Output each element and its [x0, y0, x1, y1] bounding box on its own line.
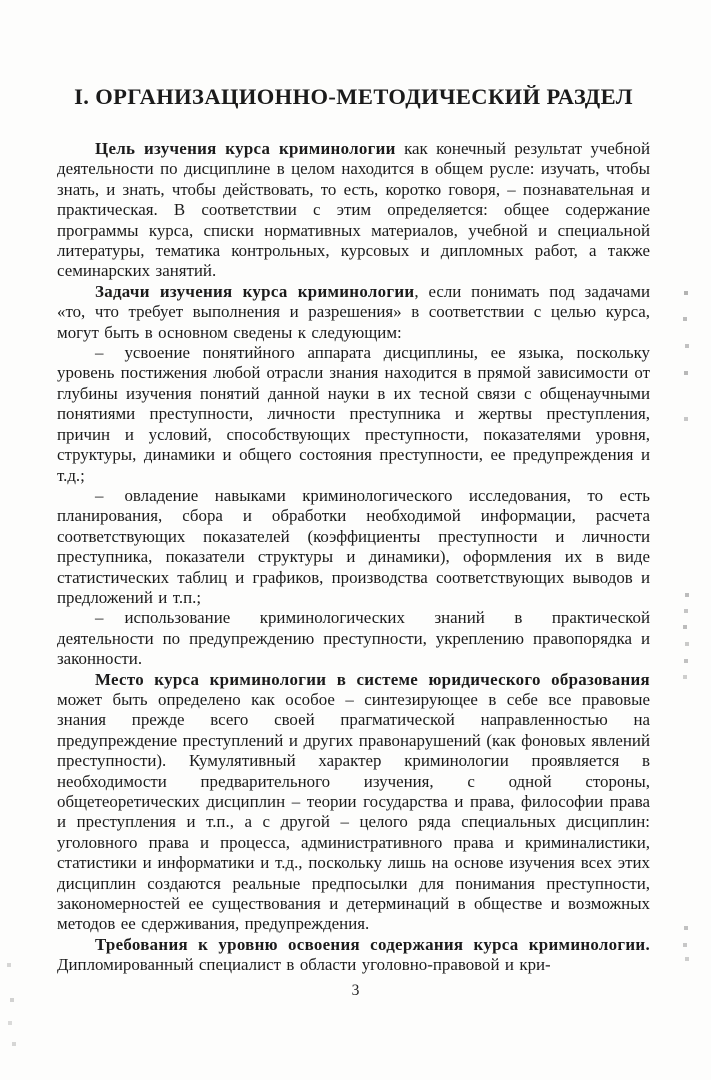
list-item-concepts-text: усвоение понятийного аппарата дисциплины, ее языка, поскольку уровень постижения любой отрасли знания находится в прямой зависимости от глубины изучения понятий данной науки в их тесной связи с общенаучными понятиями преступности, личности преступника и жертвы преступления, причин и условий, способствующих преступности, показателями уровня, структуры, динамики и общего состояния преступности, ее предупреждения и т.д.;: [57, 343, 650, 485]
bullet-dash: –: [95, 485, 104, 505]
paragraph-tasks: [57, 282, 650, 343]
paragraph-tasks-text: , если понимать под задачами «то, что требует выполнения и разрешения» в соответствии с целью курса, могут быть в основном сведены к следующим:: [57, 281, 650, 342]
list-item-skills: [57, 486, 650, 608]
document-body: [57, 139, 650, 976]
bullet-dash: –: [95, 343, 104, 363]
list-item-application-text: использование криминологических знаний в практической деятельности по предупреждению преступности, укреплению правопорядка и законности.: [57, 608, 650, 669]
paragraph-requirements-text: Дипломированный специалист в области уголовно-правовой и кри-: [57, 955, 551, 975]
paragraph-place: [57, 670, 650, 935]
list-item-application: [57, 608, 650, 669]
paragraph-place-lead: Место курса криминологии в системе юридического образования: [95, 669, 650, 689]
bullet-dash: –: [95, 608, 104, 628]
paragraph-requirements-lead: Требования к уровню освоения содержания курса криминологии.: [95, 934, 650, 954]
paragraph-goal-text: как конечный результат учебной деятельности по дисциплине в целом находится в общем русле: изучать, чтобы знать, и знать, чтобы действовать, то есть, коротко говоря, – познавательная и практическая. В соответствии с этим определяется: общее содержание программы курса, списки нормативных материалов, учебной и специальной литературы, тематика контрольных, курсовых и дипломных работ, а также семинарских занятий.: [57, 139, 650, 281]
section-title: I. ОРГАНИЗАЦИОННО-МЕТОДИЧЕСКИЙ РАЗДЕЛ: [74, 84, 633, 109]
paragraph-tasks-lead: Задачи изучения курса криминологии: [95, 281, 415, 301]
scan-noise-speckles: [0, 0, 2, 2]
page-number: 3: [351, 982, 360, 999]
paragraph-goal-lead: Цель изучения курса криминологии: [95, 139, 396, 158]
list-item-skills-text: овладение навыками криминологического исследования, то есть планирования, сбора и обработки необходимой информации, расчета соответствующих показателей (коэффициенты преступности и личности преступника, показатели структуры и динамики), оформления их в виде статистических таблиц и графиков, производства соответствующих выводов и предложений и т.п.;: [57, 485, 650, 607]
list-item-concepts: [57, 343, 650, 486]
paragraph-goal: [57, 139, 650, 282]
paragraph-place-text: может быть определено как особое – синтезирующее в себе все правовые знания прежде всего своей прагматической направленностью на предупреждение преступлений и других правонарушений (как фоновых явлений преступности). Кумулятивный характер криминологии проявляется в необходимости предварительного изучения, с одной стороны, общетеоретических дисциплин – теории государства и права, философии права и преступления и т.п., а с другой – целого ряда специальных дисциплин: уголовного права и процесса, административного права и криминалистики, статистики и информатики и т.д., поскольку лишь на основе изучения всех этих дисциплин создаются реальные предпосылки для понимания преступности, закономерностей ее существования и детерминаций в обществе и возможных методов ее сдерживания, предупреждения.: [57, 689, 650, 934]
paragraph-requirements: [57, 935, 650, 976]
